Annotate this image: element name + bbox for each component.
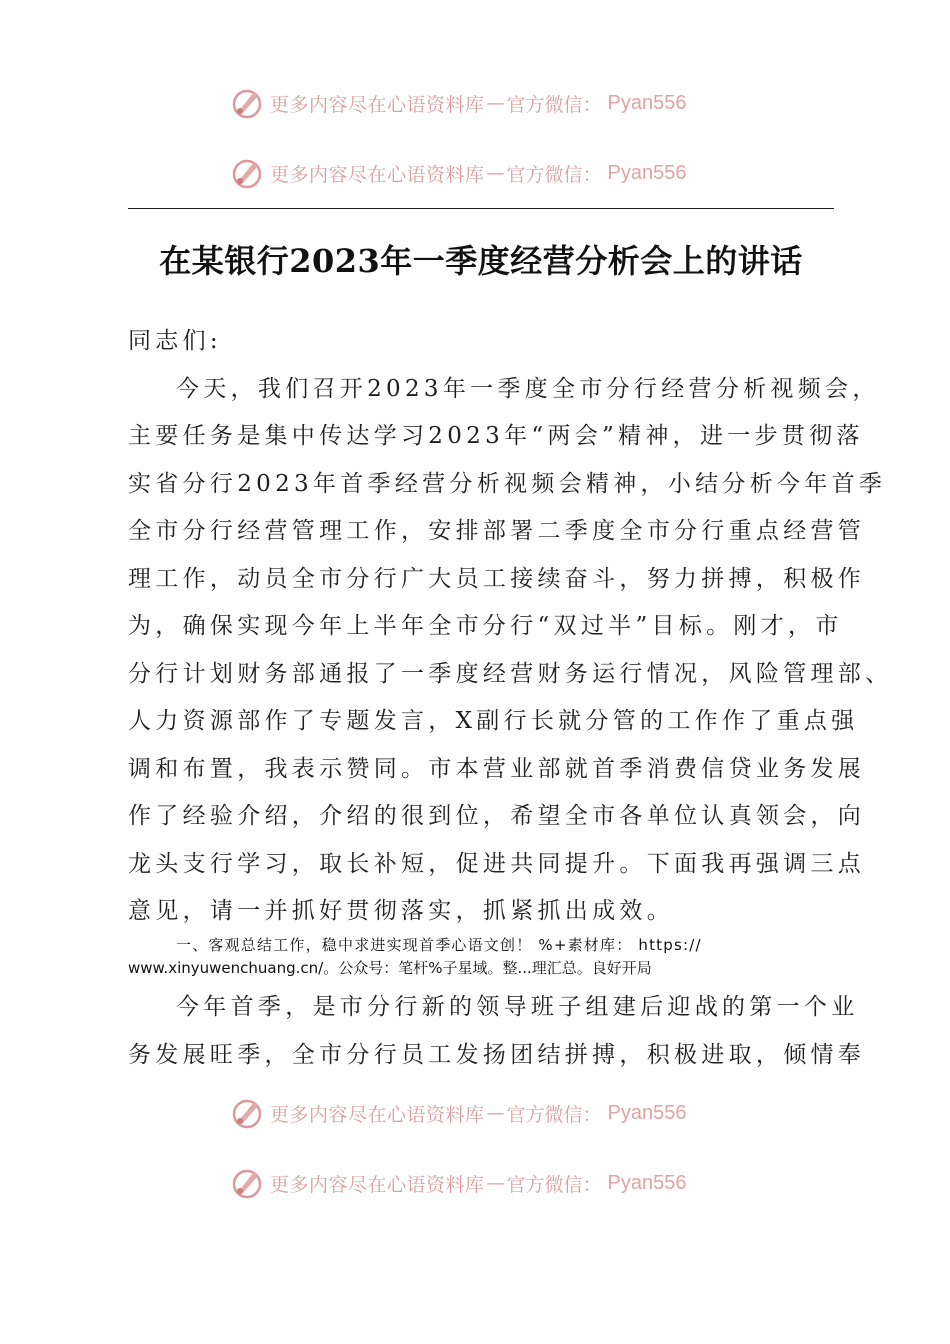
watermark-banner (230, 155, 687, 191)
watermark-wechat-id: Pyan556 (607, 1101, 687, 1124)
pen-logo-icon (230, 156, 264, 190)
paragraph-line: 今天，我们召开2023年一季度全市分行经营分析视频会， (176, 376, 880, 402)
watermark-label: 官方微信： (506, 93, 602, 116)
watermark-label: 官方微信： (506, 1173, 602, 1196)
watermark-dash: — (486, 162, 505, 184)
pen-logo-icon (230, 1096, 264, 1130)
paragraph-line: 龙头支行学习，取长补短，促进共同提升。下面我再强调三点 (128, 851, 866, 877)
paragraph-line: 全市分行经营管理工作，安排部署二季度全市分行重点经营管 (128, 518, 866, 544)
paragraph-line: 作了经验介绍，介绍的很到位，希望全市各单位认真领会，向 (128, 803, 866, 829)
watermark-text: 更多内容尽在心语资料库 (270, 1103, 485, 1126)
watermark-wechat-id: Pyan556 (607, 161, 687, 184)
watermark-text: 更多内容尽在心语资料库 (270, 1173, 485, 1196)
watermark-banner (230, 1095, 687, 1131)
watermark-text: 更多内容尽在心语资料库 (270, 93, 485, 116)
paragraph-line: 主要任务是集中传达学习2023年“两会”精神，进一步贯彻落 (128, 423, 864, 449)
header-rule (128, 208, 834, 209)
paragraph-line: 务发展旺季，全市分行员工发扬团结拼搏，积极进取，倾情奉 (128, 1042, 866, 1068)
section-heading-line2: www.xinyuwenchuang.cn/。公众号：笔杆%子星域。整...理汇总。良好开局 (128, 959, 652, 977)
watermark-label: 官方微信： (506, 1103, 602, 1126)
document-title: 在某银行2023年一季度经营分析会上的讲话 (159, 242, 803, 280)
salutation: 同志们: (128, 328, 222, 354)
watermark-wechat-id: Pyan556 (607, 91, 687, 114)
paragraph-line: 人力资源部作了专题发言，X副行长就分管的工作作了重点强 (128, 708, 859, 734)
paragraph-line: 意见，请一并抓好贯彻落实，抓紧抓出成效。 (128, 898, 674, 924)
paragraph-line: 为，确保实现今年上半年全市分行“双过半”目标。刚才，市 (128, 613, 843, 639)
watermark-banner (230, 85, 687, 121)
paragraph-line: 今年首季，是市分行新的领导班子组建后迎战的第一个业 (176, 994, 859, 1020)
watermark-label: 官方微信： (506, 163, 602, 186)
paragraph-line: 实省分行2023年首季经营分析视频会精神，小结分析今年首季 (128, 471, 887, 497)
paragraph-line: 调和布置，我表示赞同。市本营业部就首季消费信贷业务发展 (128, 756, 866, 782)
pen-logo-icon (230, 86, 264, 120)
watermark-wechat-id: Pyan556 (607, 1171, 687, 1194)
watermark-banner (230, 1165, 687, 1201)
watermark-dash: — (486, 92, 505, 114)
watermark-dash: — (486, 1102, 505, 1124)
section-heading-line1: 一、客观总结工作，稳中求进实现首季心语文创！ %+素材库： https:// (176, 936, 702, 954)
watermark-dash: — (486, 1172, 505, 1194)
paragraph-line: 分行计划财务部通报了一季度经营财务运行情况，风险管理部、 (128, 661, 893, 687)
watermark-text: 更多内容尽在心语资料库 (270, 163, 485, 186)
pen-logo-icon (230, 1166, 264, 1200)
paragraph-line: 理工作，动员全市分行广大员工接续奋斗，努力拼搏，积极作 (128, 566, 866, 592)
